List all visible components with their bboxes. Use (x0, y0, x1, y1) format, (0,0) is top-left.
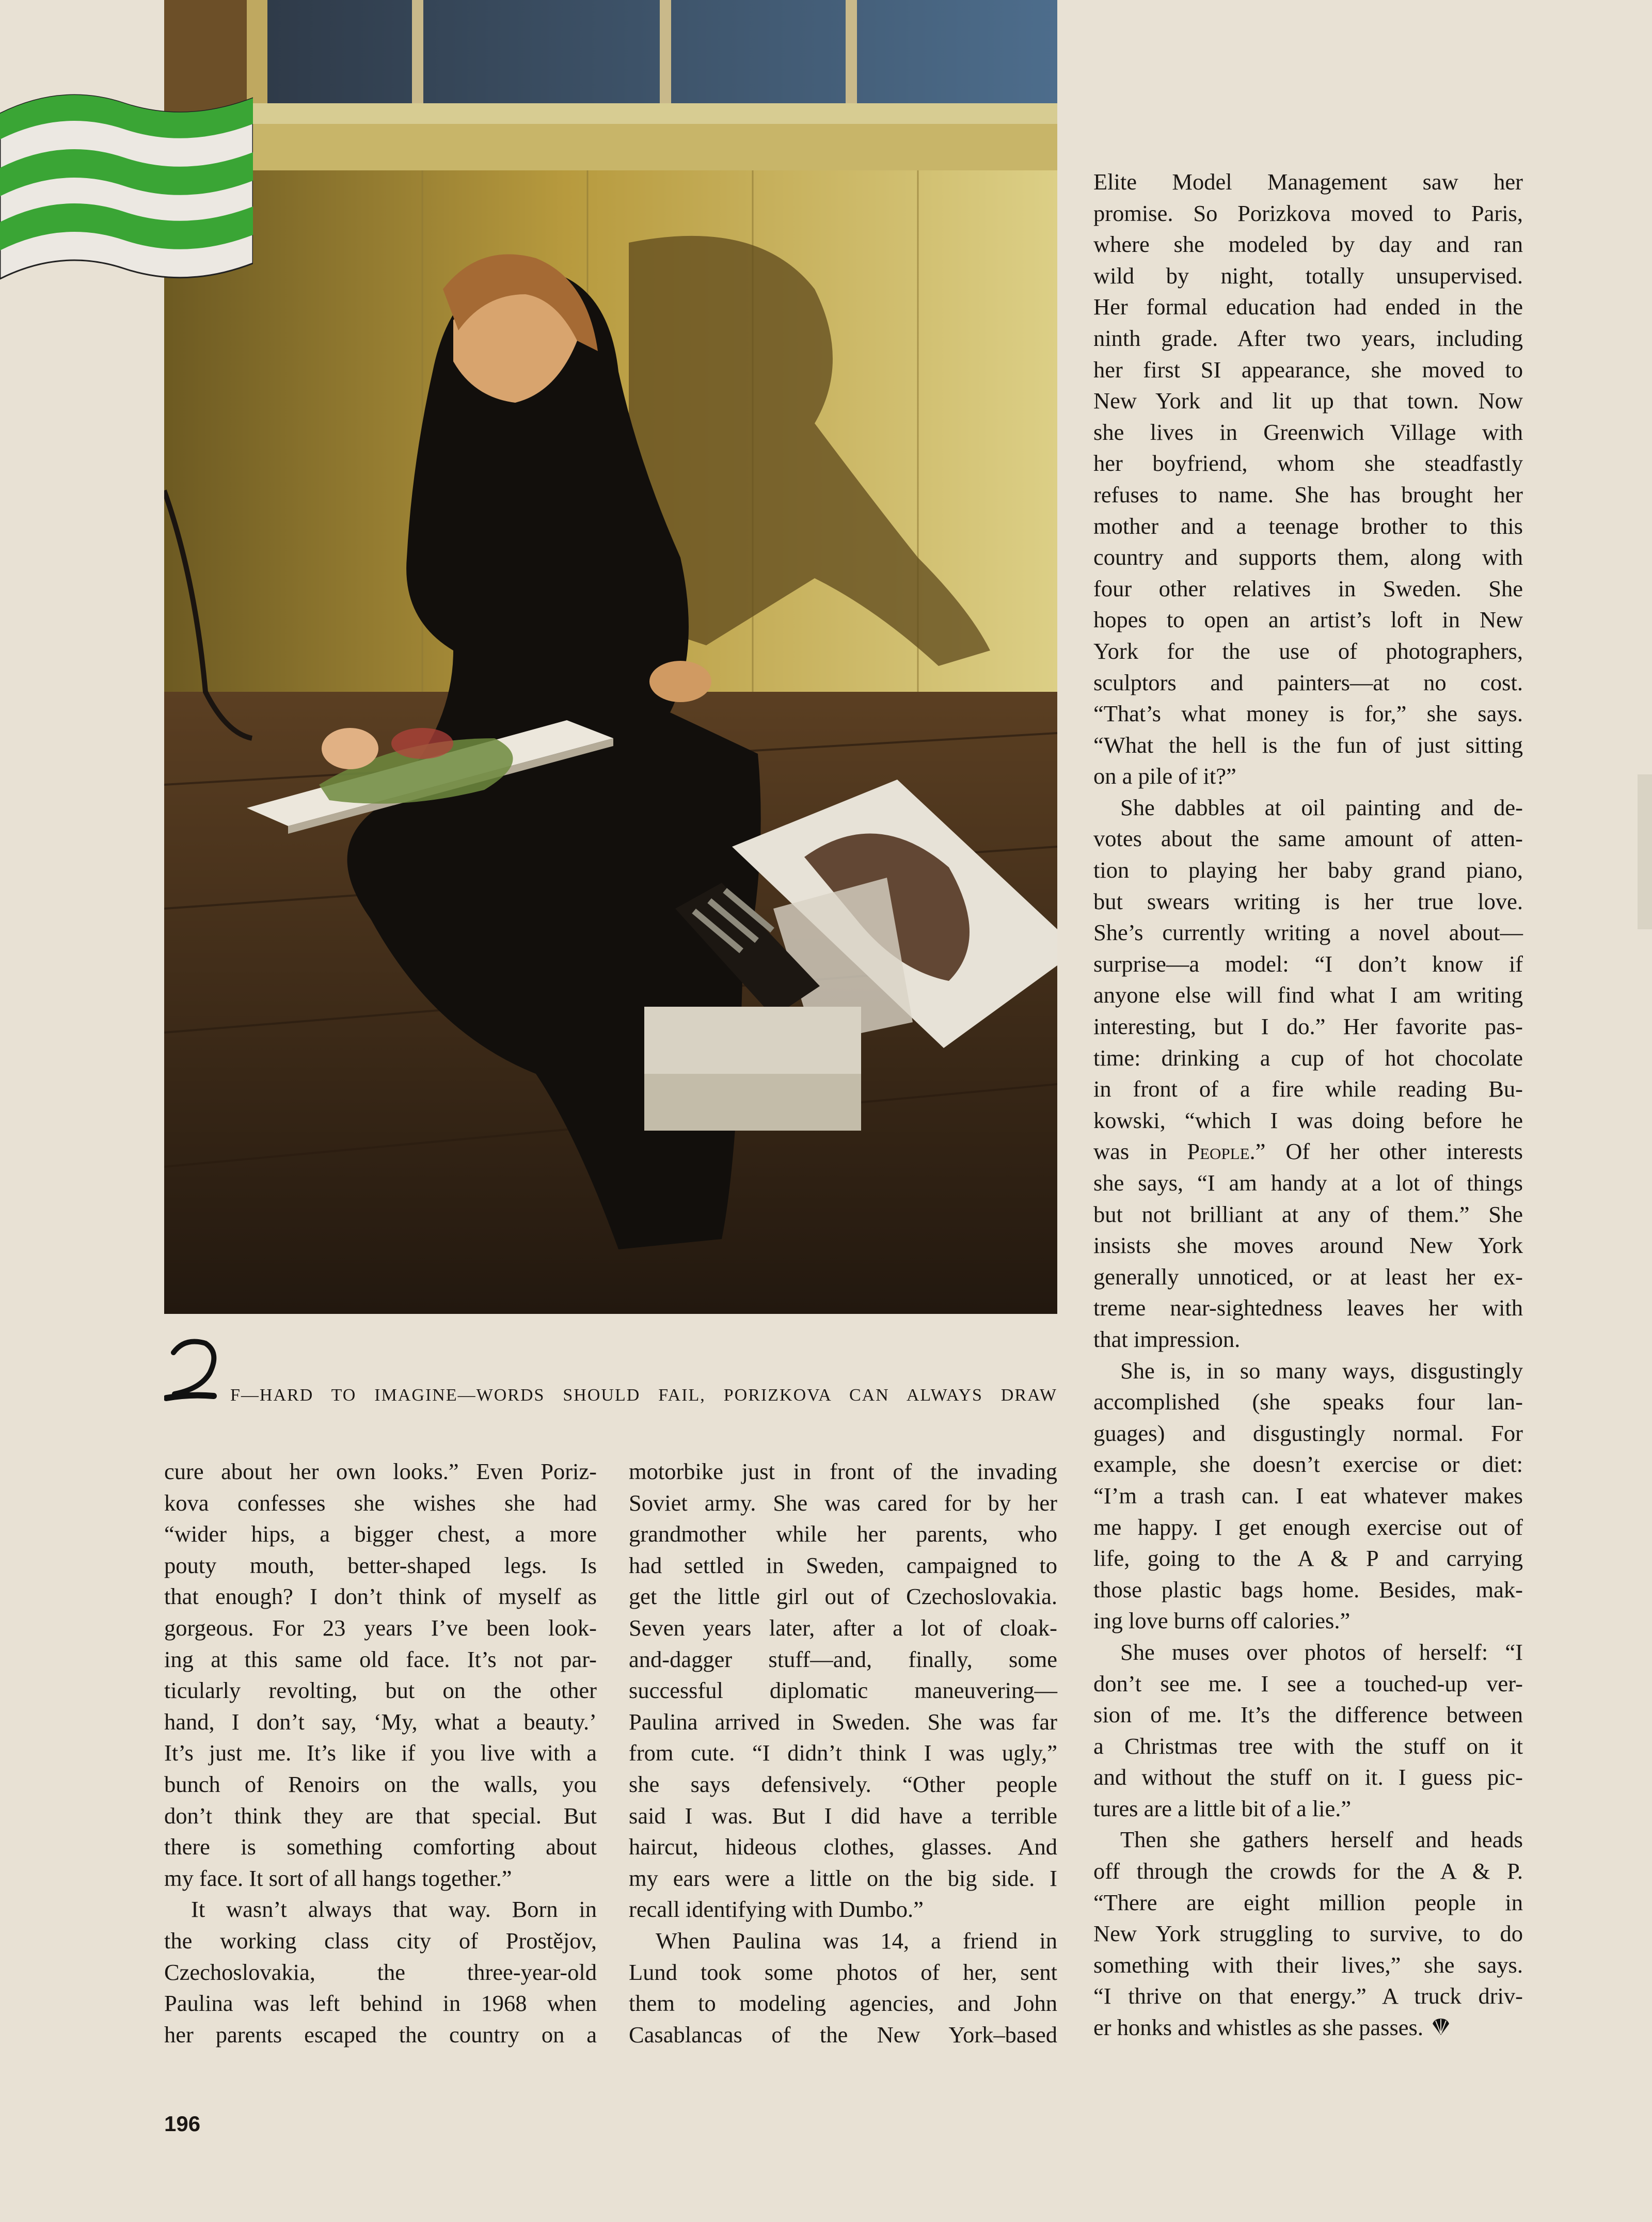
text-line: Paulina was left behind in 1968 when (164, 1990, 597, 2017)
text-line: Soviet army. She was cared for by her (629, 1489, 1057, 1516)
text-line: said I was. But I did have a terrible (629, 1802, 1057, 1829)
text-line (1093, 1136, 1523, 1167)
text-line: where she modeled by day and ran (1093, 231, 1523, 258)
text-line: the working class city of Prostějov, (164, 1927, 597, 1954)
text-line: grandmother while her parents, who (629, 1521, 1057, 1547)
text-line: It wasn’t always that way. Born in (191, 1896, 597, 1923)
text-line: time: drinking a cup of hot chocolate (1093, 1044, 1523, 1071)
text-line: She is, in so many ways, disgustingly (1120, 1357, 1523, 1384)
text-line: tures are a little bit of a lie.” (1093, 1795, 1352, 1821)
text-line: a Christmas tree with the stuff on it (1093, 1733, 1523, 1759)
text-line: example, she doesn’t exercise or diet: (1093, 1451, 1523, 1478)
text-line: recall identifying with Dumbo.” (629, 1896, 924, 1923)
text-line: from cute. “I didn’t think I was ugly,” (629, 1740, 1057, 1766)
text-line: promise. So Porizkova moved to Paris, (1093, 200, 1523, 226)
text-line: life, going to the A & P and carrying (1093, 1545, 1523, 1572)
text-line: sion of me. It’s the difference between (1093, 1702, 1523, 1728)
text-line: hand, I don’t say, ‘My, what a beauty.’ (164, 1708, 597, 1735)
flag-graphic (0, 83, 253, 299)
text-line: her parents escaped the country on a (164, 2021, 597, 2048)
text-line: She dabbles at oil painting and de- (1120, 794, 1523, 820)
text-line: me happy. I get enough exercise out of (1093, 1514, 1523, 1540)
text-fragment: .” Of her other interests (1249, 1138, 1523, 1165)
page-edge (1638, 774, 1652, 929)
text-line: sculptors and painters—at no cost. (1093, 669, 1523, 695)
text-line: insists she moves around New York (1093, 1232, 1523, 1259)
text-line: “That’s what money is for,” she says. (1093, 701, 1523, 727)
text-line: anyone else will find what I am writing (1093, 982, 1523, 1008)
text-line: and-dagger stuff—and, finally, some (629, 1646, 1057, 1672)
text-line: Paulina arrived in Sweden. She was far (629, 1708, 1057, 1735)
text-line: accomplished (she speaks four lan- (1093, 1389, 1523, 1415)
text-line: interesting, but I do.” Her favorite pas- (1093, 1013, 1523, 1040)
text-line: mother and a teenage brother to this (1093, 513, 1523, 539)
text-line: motorbike just in front of the invading (629, 1458, 1057, 1484)
text-line: but not brilliant at any of them.” She (1093, 1201, 1523, 1227)
text-line: in front of a fire while reading Bu- (1093, 1076, 1523, 1102)
text-line: bunch of Renoirs on the walls, you (164, 1771, 597, 1797)
text-line: there is something comforting about (164, 1834, 597, 1860)
text-line: my ears were a little on the big side. I (629, 1865, 1057, 1891)
text-line: don’t think they are that special. But (164, 1802, 597, 1829)
text-line: kova confesses she wishes she had (164, 1489, 597, 1516)
text-line: had settled in Sweden, campaigned to (629, 1552, 1057, 1578)
text-line: Casablancas of the New York–based (629, 2021, 1057, 2048)
text-line: It’s just me. It’s like if you live with a (164, 1740, 597, 1766)
text-line: hopes to open an artist’s loft in New (1093, 607, 1523, 633)
text-line: generally unnoticed, or at least her ex- (1093, 1263, 1523, 1290)
text-line: my face. It sort of all hangs together.” (164, 1865, 512, 1891)
text-line: successful diplomatic maneuvering— (629, 1677, 1057, 1704)
caption-initial-glyph (164, 1332, 221, 1409)
text-line: “wider hips, a bigger chest, a more (164, 1521, 597, 1547)
article-column-1 (164, 1456, 597, 2050)
text-fragment: was in (1093, 1138, 1167, 1165)
text-line: She muses over photos of herself: “I (1120, 1639, 1523, 1665)
text-line: “What the hell is the fun of just sitting (1093, 732, 1523, 758)
text-line: get the little girl out of Czechoslovakia. (629, 1583, 1057, 1610)
text-fragment: er honks and whistles as she passes. (1093, 2014, 1423, 2041)
text-line: ticularly revolting, but on the other (164, 1677, 597, 1704)
page-number: 196 (164, 2112, 201, 2136)
text-line: Czechoslovakia, the three-year-old (164, 1959, 597, 1985)
text-line: Seven years later, after a lot of cloak- (629, 1614, 1057, 1641)
text-line: she says defensively. “Other people (629, 1771, 1057, 1797)
magazine-name: People (1187, 1138, 1250, 1165)
text-line: don’t see me. I see a touched-up ver- (1093, 1670, 1523, 1696)
text-line: ninth grade. After two years, including (1093, 325, 1523, 351)
text-line: votes about the same amount of atten- (1093, 826, 1523, 852)
text-line: she lives in Greenwich Village with (1093, 419, 1523, 445)
text-line: four other relatives in Sweden. She (1093, 575, 1523, 601)
text-line: treme near-sightedness leaves her with (1093, 1295, 1523, 1321)
text-line: Then she gathers herself and heads (1120, 1827, 1523, 1853)
text-line (1093, 2012, 1523, 2043)
text-line: that enough? I don’t think of myself as (164, 1583, 597, 1610)
end-mark-icon (1431, 2014, 1451, 2035)
text-line: Lund took some photos of her, sent (629, 1959, 1057, 1985)
text-line: those plastic bags home. Besides, mak- (1093, 1576, 1523, 1602)
text-line: and without the stuff on it. I guess pic- (1093, 1764, 1523, 1790)
text-line: New York struggling to survive, to do (1093, 1921, 1523, 1947)
text-line: “I’m a trash can. I eat whatever makes (1093, 1482, 1523, 1509)
photo-caption (164, 1332, 1057, 1409)
text-line: kowski, “which I was doing before he (1093, 1107, 1523, 1133)
text-line: something with their lives,” she says. (1093, 1951, 1523, 1978)
text-line: Her formal education had ended in the (1093, 294, 1523, 320)
text-line: country and supports them, along with (1093, 544, 1523, 570)
text-line: her boyfriend, whom she steadfastly (1093, 450, 1523, 477)
caption-text: F—HARD TO IMAGINE—WORDS SHOULD FAIL, PORIZKOVA CAN ALWAYS DRAW (230, 1386, 1057, 1405)
text-line: refuses to name. She has brought her (1093, 481, 1523, 507)
text-line: her first SI appearance, she moved to (1093, 356, 1523, 383)
text-line: “There are eight million people in (1093, 1889, 1523, 1915)
text-line: New York and lit up that town. Now (1093, 388, 1523, 414)
text-line: She’s currently writing a novel about— (1093, 919, 1523, 946)
text-line: surprise—a model: “I don’t know if (1093, 950, 1523, 977)
text-line: off through the crowds for the A & P. (1093, 1858, 1523, 1884)
text-line: wild by night, totally unsupervised. (1093, 262, 1523, 289)
text-line: pouty mouth, better-shaped legs. Is (164, 1552, 597, 1578)
text-line: cure about her own looks.” Even Poriz- (164, 1458, 597, 1484)
article-column-2 (629, 1456, 1057, 2050)
article-column-3 (1093, 166, 1523, 2043)
text-line: them to modeling agencies, and John (629, 1990, 1057, 2017)
text-line: ing love burns off calories.” (1093, 1608, 1351, 1634)
text-line: When Paulina was 14, a friend in (656, 1927, 1057, 1954)
text-line: that impression. (1093, 1326, 1241, 1352)
text-line: ing at this same old face. It’s not par- (164, 1646, 597, 1672)
text-line: on a pile of it?” (1093, 763, 1236, 789)
text-line: but swears writing is her true love. (1093, 888, 1523, 914)
text-line: guages) and disgustingly normal. For (1093, 1420, 1523, 1446)
text-line: York for the use of photographers, (1093, 638, 1523, 664)
text-line: haircut, hideous clothes, glasses. And (629, 1834, 1057, 1860)
text-line: Elite Model Management saw her (1093, 169, 1523, 195)
text-line: tion to playing her baby grand piano, (1093, 857, 1523, 883)
text-line: “I thrive on that energy.” A truck driv- (1093, 1983, 1523, 2009)
article-photo (164, 0, 1057, 1314)
text-line: she says, “I am handy at a lot of things (1093, 1170, 1523, 1196)
text-line: gorgeous. For 23 years I’ve been look- (164, 1614, 597, 1641)
